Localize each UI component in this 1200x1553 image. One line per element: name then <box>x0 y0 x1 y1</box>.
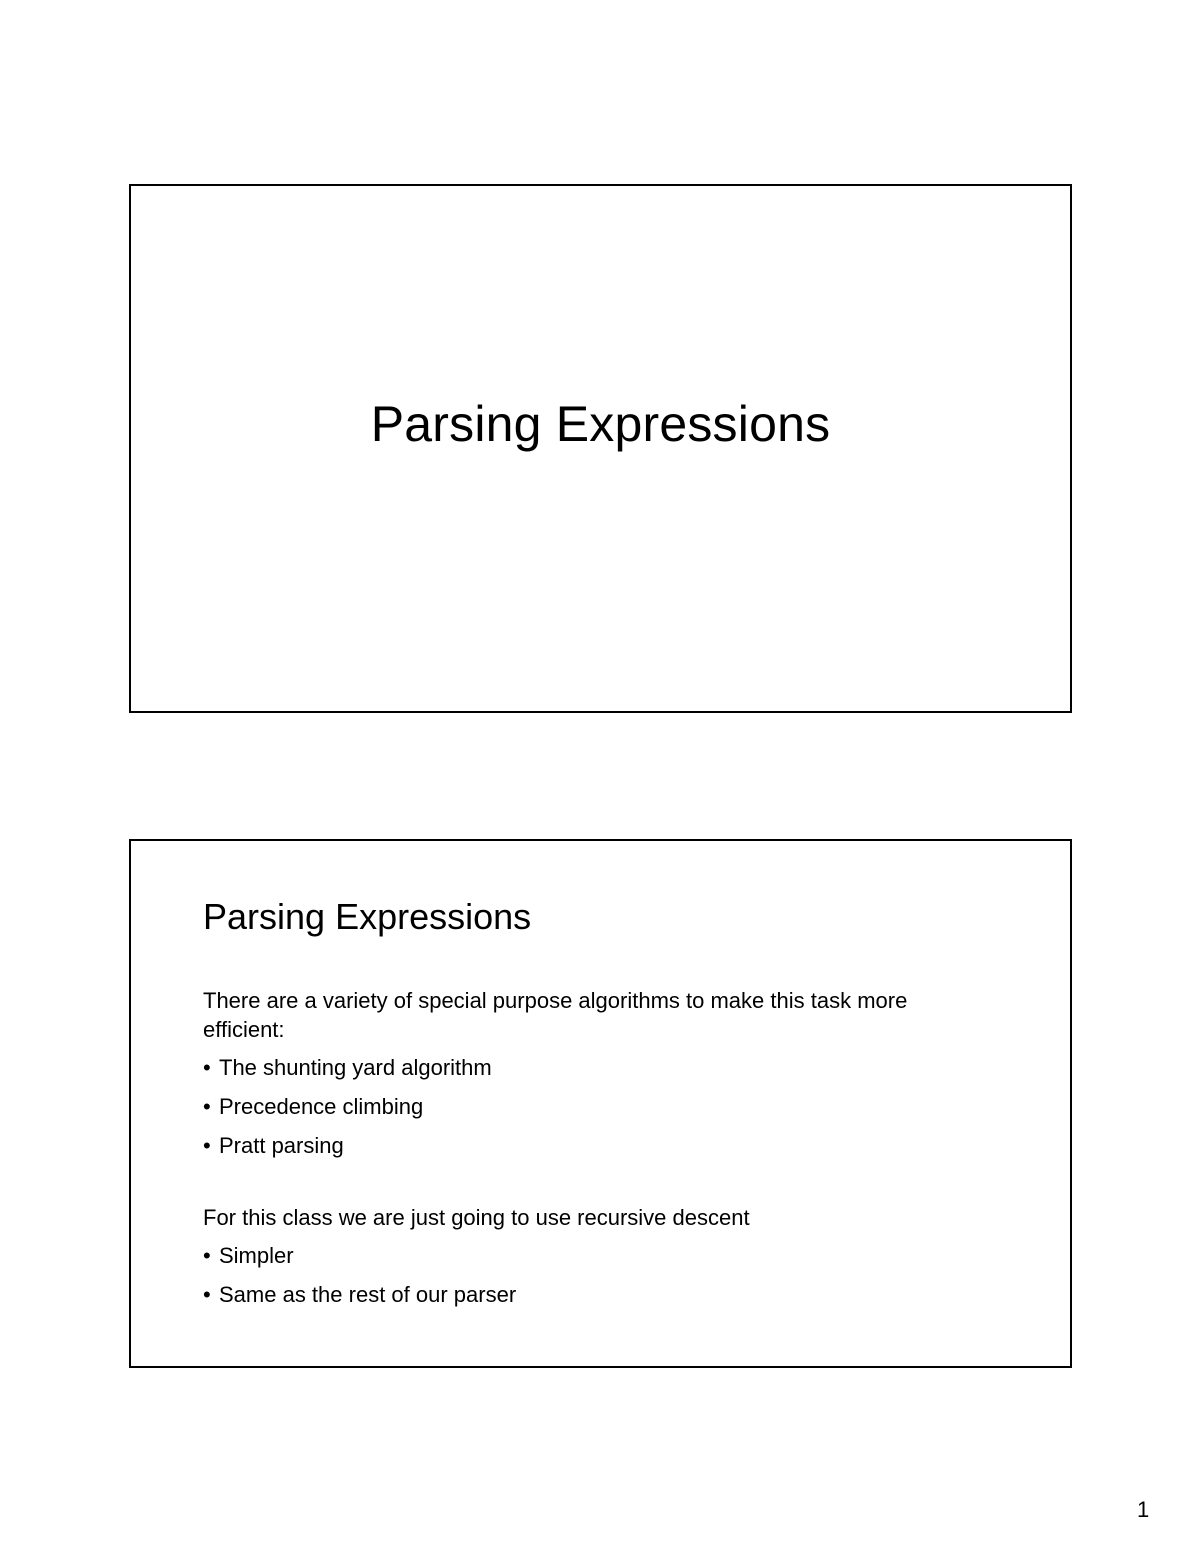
list-item-label: Simpler <box>219 1243 294 1268</box>
bullet-icon: • <box>203 1094 211 1119</box>
bullet-icon: • <box>203 1055 211 1080</box>
list-item-label: Same as the rest of our parser <box>219 1282 517 1307</box>
slide-title: Parsing Expressions <box>370 396 831 452</box>
list-item <box>203 1241 983 1280</box>
list-item <box>203 1280 983 1319</box>
list-item <box>203 1092 983 1131</box>
outro-paragraph: For this class we are just going to use recursive descent <box>203 1205 750 1230</box>
list-item-label: Pratt parsing <box>219 1133 344 1158</box>
list-item <box>203 1131 983 1170</box>
page-number: 1 <box>1137 1497 1150 1522</box>
bullet-icon: • <box>203 1243 211 1268</box>
list-item-label: The shunting yard algorithm <box>219 1055 492 1080</box>
slide-heading: Parsing Expressions <box>203 896 532 937</box>
algorithm-list <box>203 1053 983 1170</box>
intro-paragraph: There are a variety of special purpose algorithms to make this task more efficient: <box>203 988 908 1042</box>
list-item-label: Precedence climbing <box>219 1094 424 1119</box>
bullet-icon: • <box>203 1133 211 1158</box>
list-item <box>203 1053 983 1092</box>
title-slide <box>129 184 1072 713</box>
content-slide <box>129 839 1072 1368</box>
reasons-list <box>203 1241 983 1319</box>
bullet-icon: • <box>203 1282 211 1307</box>
